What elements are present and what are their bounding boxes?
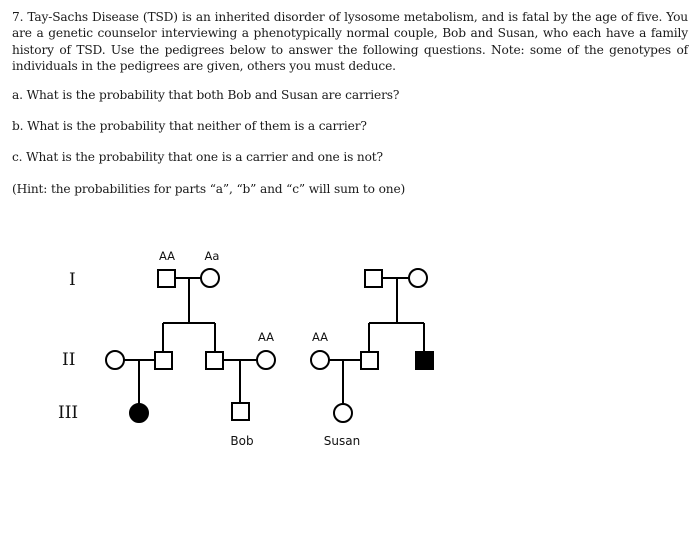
genotype-left-grandmother: Aa — [204, 249, 220, 263]
name-susan: Susan — [323, 434, 361, 448]
female-symbol-left-grandmother — [201, 269, 219, 287]
generation-label-i: I — [69, 270, 76, 290]
male-symbol-left-son — [155, 352, 172, 369]
genotype-bob-father: AA — [257, 330, 275, 344]
male-symbol-right-grandfather — [365, 270, 382, 287]
generation-label-iii: III — [58, 403, 79, 423]
affected-male-symbol-right — [416, 352, 433, 369]
affected-female-symbol-left — [130, 404, 148, 422]
female-symbol-right-grandmother — [409, 269, 427, 287]
question-c: c. What is the probability that one is a carrier and one is not? — [12, 150, 383, 164]
problem-intro: 7. Tay-Sachs Disease (TSD) is an inherited disorder of lysosome metabolism, and is fatal by the age of five. You are a genetic counselor interviewing a phenotypically normal couple, Bob and Susan, who each have a family history of TSD. Use the pedigrees below to answer the following questions. Note: some of the genotypes of individuals in the pedigrees are given, others you must deduce. — [12, 10, 688, 74]
question-b: b. What is the probability that neither of them is a carrier? — [12, 119, 367, 133]
hint-text: (Hint: the probabilities for parts “a”, “b” and “c” will sum to one) — [12, 182, 406, 196]
female-symbol-susan-mother — [311, 351, 329, 369]
genotype-left-grandfather: AA — [158, 249, 176, 263]
female-symbol-bob-mother — [257, 351, 275, 369]
male-symbol-susan-father — [361, 352, 378, 369]
generation-label-ii: II — [62, 350, 76, 370]
male-symbol-bob — [232, 403, 249, 420]
female-symbol-left-inlaw — [106, 351, 124, 369]
female-symbol-susan — [334, 404, 352, 422]
male-symbol-left-grandfather — [158, 270, 175, 287]
genotype-susan-mother: AA — [311, 330, 329, 344]
question-a: a. What is the probability that both Bob and Susan are carriers? — [12, 88, 400, 102]
male-symbol-bob-father — [206, 352, 223, 369]
name-bob: Bob — [230, 434, 254, 448]
